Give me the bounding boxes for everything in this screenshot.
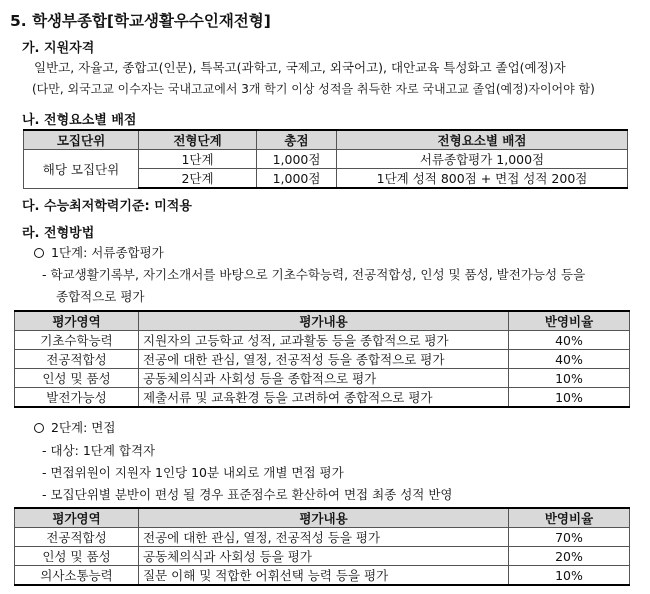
stage1-evaluation-table [14,310,630,408]
table-row [15,388,630,408]
detail-cell: 1단계 성적 800점 + 면접 성적 200점 [337,169,628,189]
eligibility-line-2: (다만, 외국고교 이수자는 국내고교에서 3개 학기 이상 성적을 취득한 자로 국내고교 졸업(예정)자이어야 함) [32,82,595,96]
score-allocation-table [23,129,628,189]
stage2-bullet: - 면접위원이 지원자 1인당 10분 내외로 개별 면접 평가 [42,465,344,480]
heading-da: 다. 수능최저학력기준: 미적용 [22,199,192,214]
table-row [24,150,628,169]
stage-cell: 1단계 [139,150,257,169]
col-header-ratio: 반영비율 [509,311,630,331]
ratio-cell: 10% [509,388,630,408]
table-row [15,369,630,388]
col-header-detail: 전형요소별 배점 [337,130,628,150]
ratio-cell: 10% [509,369,630,388]
stage1-title-text: 1단계: 서류종합평가 [51,245,164,260]
stage1-title [34,243,164,261]
heading-na: 나. 전형요소별 배점 [22,113,137,128]
heading-ra: 라. 전형방법 [22,226,95,241]
total-cell: 1,000점 [257,169,337,189]
stage2-bullet: - 대상: 1단계 합격자 [42,443,156,458]
stage2-title [34,418,115,436]
unit-cell: 해당 모집단위 [24,150,139,189]
ratio-cell: 40% [509,331,630,350]
stage1-desc-line-1: - 학교생활기록부, 자기소개서를 바탕으로 기초수학능력, 전공적합성, 인성 및 품성, 발전가능성 등을 [42,267,586,282]
content-cell: 질문 이해 및 적합한 어휘선택 능력 등을 평가 [139,566,509,586]
area-cell: 의사소통능력 [15,566,139,586]
content-cell: 공동체의식과 사회성 등을 평가 [139,547,509,566]
col-header-content: 평가내용 [139,311,509,331]
content-cell: 전공에 대한 관심, 열정, 전공적성 등을 종합적으로 평가 [139,350,509,369]
circle-bullet-icon [34,248,44,258]
col-header-stage: 전형단계 [139,130,257,150]
ratio-cell: 10% [509,566,630,586]
table-row [15,547,630,566]
heading-ga: 가. 지원자격 [22,41,95,56]
col-header-ratio: 반영비율 [509,508,630,528]
area-cell: 전공적합성 [15,350,139,369]
area-cell: 발전가능성 [15,388,139,408]
eligibility-line-1: 일반고, 자율고, 종합고(인문), 특목고(과학고, 국제고, 외국어고), 대안교육 특성화고 졸업(예정)자 [34,60,566,75]
ratio-cell: 70% [509,528,630,547]
detail-cell: 서류종합평가 1,000점 [337,150,628,169]
table-row [15,528,630,547]
content-cell: 공동체의식과 사회성 등을 종합적으로 평가 [139,369,509,388]
stage2-evaluation-table [14,507,630,586]
table-row [15,350,630,369]
area-cell: 전공적합성 [15,528,139,547]
col-header-area: 평가영역 [15,311,139,331]
content-cell: 전공에 대한 관심, 열정, 전공적성 등을 평가 [139,528,509,547]
section-title: 5. 학생부종합[학교생활우수인재전형] [10,12,271,30]
col-header-unit: 모집단위 [24,130,139,150]
ratio-cell: 40% [509,350,630,369]
content-cell: 제출서류 및 교육환경 등을 고려하여 종합적으로 평가 [139,388,509,408]
content-cell: 지원자의 고등학교 성적, 교과활동 등을 종합적으로 평가 [139,331,509,350]
circle-bullet-icon [34,423,44,433]
stage2-title-text: 2단계: 면접 [51,420,116,435]
total-cell: 1,000점 [257,150,337,169]
area-cell: 기초수학능력 [15,331,139,350]
stage1-desc-line-2: 종합적으로 평가 [56,289,145,304]
col-header-total: 총점 [257,130,337,150]
col-header-area: 평가영역 [15,508,139,528]
area-cell: 인성 및 품성 [15,547,139,566]
ratio-cell: 20% [509,547,630,566]
table-row [15,331,630,350]
stage2-bullet: - 모집단위별 분반이 편성 될 경우 표준점수로 환산하여 면접 최종 성적 반영 [42,487,453,502]
col-header-content: 평가내용 [139,508,509,528]
area-cell: 인성 및 품성 [15,369,139,388]
stage-cell: 2단계 [139,169,257,189]
table-row [15,566,630,586]
